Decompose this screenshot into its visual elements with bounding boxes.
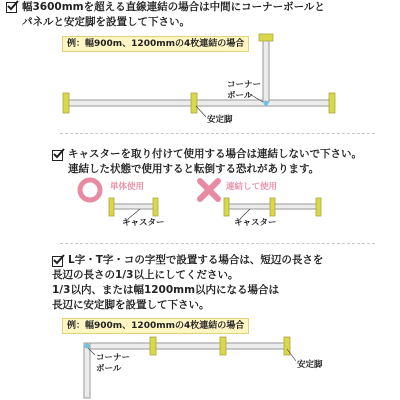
section1-line-1: 幅3600mmを超える直線連結の場合は中間にコーナーボールと <box>22 1 325 13</box>
caster-post <box>270 198 275 216</box>
short-side-panel <box>84 343 90 398</box>
section2-line-1: キャスターを取り付けて使用する場合は連結しないで下さい。 <box>68 148 362 160</box>
section3-line-1: L字・T字・コの字型で設置する場合は、短辺の長さを <box>68 254 324 266</box>
stand-foot <box>220 337 226 355</box>
single-panel <box>113 204 155 209</box>
stand-foot <box>259 34 273 41</box>
corner-pole-dot <box>85 344 90 349</box>
stand-foot <box>63 93 69 113</box>
stand-label: 安定脚 <box>207 115 233 125</box>
section-divider <box>60 243 375 244</box>
corner-pole-label-line1: コーナー <box>96 353 131 363</box>
ok-label: 単体使用 <box>110 182 145 192</box>
section3-line-2: 長辺の長さの1/3以上にしてください。 <box>52 269 239 281</box>
caster-label-single: キャスター <box>122 218 165 228</box>
stand-foot <box>329 93 335 113</box>
section1-example-tag: 例：幅900m、1200mmの4枚連結の場合 <box>62 36 249 52</box>
ng-cross-icon <box>200 181 218 199</box>
checkbox-icon <box>52 150 63 161</box>
corner-pole-label-line2: ポール <box>227 91 253 101</box>
section3-line-4: 長辺に安定脚を設置して下さい。 <box>52 299 210 311</box>
section1-line-2: パネルと安定脚を設置して下さい。 <box>22 16 190 28</box>
vertical-panel <box>263 40 269 102</box>
ng-label: 連結して使用 <box>226 182 278 192</box>
section3-example-tag: 例：幅900m、1200mmの4枚連結の場合 <box>62 318 249 334</box>
stand-foot <box>191 93 197 113</box>
caster-post <box>316 198 321 216</box>
ok-circle-icon <box>80 180 100 200</box>
panel-run <box>67 100 332 106</box>
checkbox-icon <box>6 2 17 13</box>
corner-pole-label-line2: ポール <box>96 364 122 374</box>
section-divider <box>60 133 375 134</box>
leader-line <box>196 106 206 117</box>
stand-label: 安定脚 <box>297 360 323 370</box>
stand-foot <box>150 337 156 355</box>
caster-post <box>109 198 114 216</box>
corner-pole-label-line1: コーナー <box>227 80 262 90</box>
corner-pole-dot <box>264 101 269 106</box>
caster-label-linked: キャスター <box>234 218 277 228</box>
checkbox-icon <box>52 256 63 267</box>
section2-line-2: 連結した状態で使用すると転倒する恐れがあります。 <box>68 163 320 175</box>
caster-post <box>224 198 229 216</box>
long-side-panel <box>84 343 287 349</box>
caster-post <box>153 198 158 216</box>
section3-line-3: 1/3以内、または幅1200mm以内になる場合は <box>52 284 280 296</box>
